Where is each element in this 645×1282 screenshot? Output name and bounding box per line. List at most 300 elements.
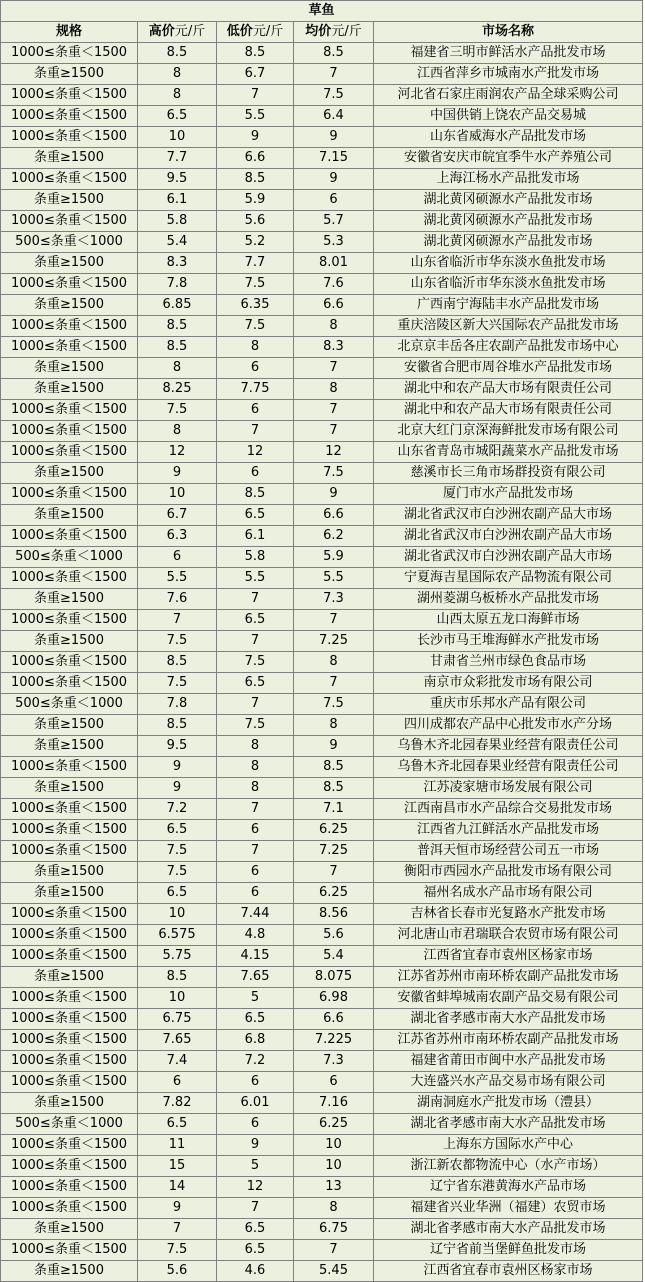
avg-price-cell: 8 (294, 316, 374, 337)
low-price-cell: 5 (217, 1156, 294, 1177)
header-high-unit: 元/斤 (174, 24, 206, 39)
avg-price-cell: 6 (294, 1072, 374, 1093)
title-row (1, 1, 643, 22)
table-row (1, 778, 643, 799)
spec-cell: 1000≤条重＜1500 (1, 106, 138, 127)
table-row (1, 1135, 643, 1156)
table-row (1, 295, 643, 316)
spec-cell: 1000≤条重＜1500 (1, 673, 138, 694)
market-name-cell: 重庆市乐邦水产品有限公司 (374, 694, 643, 715)
avg-price-cell: 8 (294, 652, 374, 673)
high-price-cell: 5.8 (138, 211, 217, 232)
spec-cell: 1000≤条重＜1500 (1, 127, 138, 148)
market-name-cell: 福州名成水产品市场有限公司 (374, 883, 643, 904)
avg-price-cell: 6.6 (294, 1009, 374, 1030)
avg-price-cell: 12 (294, 442, 374, 463)
spec-cell: 1000≤条重＜1500 (1, 442, 138, 463)
header-low-price (217, 22, 294, 43)
low-price-cell: 4.8 (217, 925, 294, 946)
spec-cell: 条重≥1500 (1, 589, 138, 610)
market-name-cell: 湖北省武汉市白沙洲农副产品大市场 (374, 526, 643, 547)
low-price-cell: 6.5 (217, 505, 294, 526)
table-row (1, 610, 643, 631)
high-price-cell: 8.5 (138, 43, 217, 64)
high-price-cell: 7.4 (138, 1051, 217, 1072)
high-price-cell: 7.8 (138, 694, 217, 715)
spec-cell: 1000≤条重＜1500 (1, 1240, 138, 1261)
avg-price-cell: 8 (294, 1198, 374, 1219)
market-name-cell: 长沙市马王堆海鲜水产批发市场 (374, 631, 643, 652)
low-price-cell: 12 (217, 1177, 294, 1198)
table-row (1, 631, 643, 652)
avg-price-cell: 8.3 (294, 337, 374, 358)
spec-cell: 条重≥1500 (1, 190, 138, 211)
high-price-cell: 6.5 (138, 1114, 217, 1135)
high-price-cell: 10 (138, 484, 217, 505)
spec-cell: 1000≤条重＜1500 (1, 568, 138, 589)
avg-price-cell: 7 (294, 400, 374, 421)
low-price-cell: 6.35 (217, 295, 294, 316)
spec-cell: 1000≤条重＜1500 (1, 400, 138, 421)
market-name-cell: 山东省威海水产品批发市场 (374, 127, 643, 148)
low-price-cell: 7 (217, 421, 294, 442)
avg-price-cell: 6.25 (294, 1114, 374, 1135)
high-price-cell: 8.3 (138, 253, 217, 274)
market-name-cell: 江西省九江鲜活水产品批发市场 (374, 820, 643, 841)
avg-price-cell: 8.56 (294, 904, 374, 925)
spec-cell: 500≤条重＜1000 (1, 1114, 138, 1135)
market-name-cell: 乌鲁木齐北园春果业经营有限责任公司 (374, 757, 643, 778)
table-row (1, 862, 643, 883)
table-row (1, 190, 643, 211)
low-price-cell: 6.1 (217, 526, 294, 547)
high-price-cell: 8 (138, 358, 217, 379)
table-row (1, 505, 643, 526)
high-price-cell: 5.5 (138, 568, 217, 589)
high-price-cell: 6.5 (138, 106, 217, 127)
high-price-cell: 7 (138, 1219, 217, 1240)
low-price-cell: 5.8 (217, 547, 294, 568)
low-price-cell: 6.6 (217, 148, 294, 169)
table-row (1, 694, 643, 715)
low-price-cell: 4.15 (217, 946, 294, 967)
avg-price-cell: 9 (294, 127, 374, 148)
avg-price-cell: 7.25 (294, 841, 374, 862)
market-name-cell: 湖北省武汉市白沙洲农副产品大市场 (374, 505, 643, 526)
market-name-cell: 安徽省蚌埠城南农副产品交易有限公司 (374, 988, 643, 1009)
spec-cell: 1000≤条重＜1500 (1, 610, 138, 631)
high-price-cell: 8.5 (138, 715, 217, 736)
header-market: 市场名称 (374, 22, 643, 43)
spec-cell: 条重≥1500 (1, 883, 138, 904)
low-price-cell: 6 (217, 1072, 294, 1093)
avg-price-cell: 8 (294, 715, 374, 736)
table-row (1, 1198, 643, 1219)
high-price-cell: 7.5 (138, 631, 217, 652)
low-price-cell: 6.7 (217, 64, 294, 85)
table-row (1, 799, 643, 820)
low-price-cell: 7 (217, 85, 294, 106)
spec-cell: 1000≤条重＜1500 (1, 169, 138, 190)
table-row (1, 547, 643, 568)
spec-cell: 1000≤条重＜1500 (1, 1198, 138, 1219)
high-price-cell: 7.7 (138, 148, 217, 169)
avg-price-cell: 7.3 (294, 589, 374, 610)
table-row (1, 1177, 643, 1198)
low-price-cell: 7.5 (217, 274, 294, 295)
high-price-cell: 7.5 (138, 841, 217, 862)
spec-cell: 条重≥1500 (1, 1261, 138, 1282)
table-row (1, 589, 643, 610)
table-row (1, 253, 643, 274)
market-name-cell: 湖北黄冈硕源水产品批发市场 (374, 232, 643, 253)
table-row (1, 883, 643, 904)
avg-price-cell: 6.98 (294, 988, 374, 1009)
avg-price-cell: 6.6 (294, 505, 374, 526)
high-price-cell: 7.6 (138, 589, 217, 610)
table-row (1, 967, 643, 988)
high-price-cell: 9 (138, 778, 217, 799)
high-price-cell: 9 (138, 463, 217, 484)
table-row (1, 274, 643, 295)
high-price-cell: 7.8 (138, 274, 217, 295)
market-name-cell: 江西省宜春市袁州区杨家市场 (374, 946, 643, 967)
market-name-cell: 湖北省孝感市南大水产品批发市场 (374, 1114, 643, 1135)
low-price-cell: 9 (217, 1135, 294, 1156)
spec-cell: 1000≤条重＜1500 (1, 841, 138, 862)
low-price-cell: 8 (217, 757, 294, 778)
high-price-cell: 10 (138, 904, 217, 925)
avg-price-cell: 9 (294, 736, 374, 757)
table-row (1, 1051, 643, 1072)
low-price-cell: 6.01 (217, 1093, 294, 1114)
table-row (1, 1093, 643, 1114)
header-spec: 规格 (1, 22, 138, 43)
high-price-cell: 7.2 (138, 799, 217, 820)
high-price-cell: 6.3 (138, 526, 217, 547)
low-price-cell: 6 (217, 358, 294, 379)
high-price-cell: 7.5 (138, 400, 217, 421)
table-row (1, 715, 643, 736)
spec-cell: 1000≤条重＜1500 (1, 484, 138, 505)
market-name-cell: 湖北省武汉市白沙洲农副产品大市场 (374, 547, 643, 568)
low-price-cell: 7 (217, 694, 294, 715)
low-price-cell: 7.5 (217, 652, 294, 673)
low-price-cell: 6.5 (217, 1009, 294, 1030)
low-price-cell: 7 (217, 589, 294, 610)
high-price-cell: 6.75 (138, 1009, 217, 1030)
spec-cell: 1000≤条重＜1500 (1, 904, 138, 925)
low-price-cell: 5.6 (217, 211, 294, 232)
market-name-cell: 上海江杨水产品批发市场 (374, 169, 643, 190)
high-price-cell: 10 (138, 127, 217, 148)
market-name-cell: 北京京丰岳各庄农副产品批发市场中心 (374, 337, 643, 358)
avg-price-cell: 7 (294, 862, 374, 883)
high-price-cell: 8.5 (138, 652, 217, 673)
high-price-cell: 7.65 (138, 1030, 217, 1051)
low-price-cell: 7.2 (217, 1051, 294, 1072)
avg-price-cell: 7.5 (294, 694, 374, 715)
high-price-cell: 8 (138, 421, 217, 442)
market-name-cell: 湖北中和农产品大市场有限责任公司 (374, 379, 643, 400)
header-row (1, 22, 643, 43)
market-name-cell: 慈溪市长三角市场群投资有限公司 (374, 463, 643, 484)
low-price-cell: 7.44 (217, 904, 294, 925)
avg-price-cell: 10 (294, 1135, 374, 1156)
spec-cell: 1000≤条重＜1500 (1, 274, 138, 295)
market-name-cell: 湖南洞庭水产批发市场（澧县） (374, 1093, 643, 1114)
spec-cell: 条重≥1500 (1, 736, 138, 757)
avg-price-cell: 7.5 (294, 463, 374, 484)
high-price-cell: 10 (138, 988, 217, 1009)
low-price-cell: 7.7 (217, 253, 294, 274)
market-name-cell: 乌鲁木齐北园春果业经营有限责任公司 (374, 736, 643, 757)
market-name-cell: 广西南宁海陆丰水产品批发市场 (374, 295, 643, 316)
avg-price-cell: 5.45 (294, 1261, 374, 1282)
spec-cell: 1000≤条重＜1500 (1, 652, 138, 673)
high-price-cell: 6.575 (138, 925, 217, 946)
avg-price-cell: 5.9 (294, 547, 374, 568)
header-low-unit: 元/斤 (252, 24, 284, 39)
table-row (1, 232, 643, 253)
spec-cell: 条重≥1500 (1, 379, 138, 400)
low-price-cell: 7.5 (217, 715, 294, 736)
table-row (1, 652, 643, 673)
low-price-cell: 6 (217, 862, 294, 883)
market-name-cell: 湖北黄冈硕源水产品批发市场 (374, 190, 643, 211)
spec-cell: 1000≤条重＜1500 (1, 337, 138, 358)
avg-price-cell: 5.5 (294, 568, 374, 589)
avg-price-cell: 6 (294, 190, 374, 211)
table-row (1, 568, 643, 589)
market-name-cell: 福建省莆田市闽中水产品批发市场 (374, 1051, 643, 1072)
high-price-cell: 8.5 (138, 337, 217, 358)
table-row (1, 379, 643, 400)
avg-price-cell: 6.4 (294, 106, 374, 127)
market-name-cell: 江西省宜春市袁州区杨家市场 (374, 1261, 643, 1282)
market-name-cell: 湖北省孝感市南大水产品批发市场 (374, 1009, 643, 1030)
avg-price-cell: 7.1 (294, 799, 374, 820)
high-price-cell: 6.5 (138, 820, 217, 841)
market-name-cell: 辽宁省前当堡鲜鱼批发市场 (374, 1240, 643, 1261)
high-price-cell: 6.7 (138, 505, 217, 526)
spec-cell: 1000≤条重＜1500 (1, 421, 138, 442)
avg-price-cell: 7 (294, 421, 374, 442)
table-row (1, 736, 643, 757)
table-row (1, 1156, 643, 1177)
high-price-cell: 5.75 (138, 946, 217, 967)
avg-price-cell: 7 (294, 358, 374, 379)
market-name-cell: 河北省石家庄雨润农产品全球采购公司 (374, 85, 643, 106)
spec-cell: 条重≥1500 (1, 463, 138, 484)
table-row (1, 820, 643, 841)
high-price-cell: 6.1 (138, 190, 217, 211)
spec-cell: 1000≤条重＜1500 (1, 1177, 138, 1198)
market-name-cell: 安徽省合肥市周谷堆水产品批发市场 (374, 358, 643, 379)
market-name-cell: 山东省临沂市华东淡水鱼批发市场 (374, 274, 643, 295)
high-price-cell: 8.5 (138, 967, 217, 988)
spec-cell: 条重≥1500 (1, 967, 138, 988)
spec-cell: 1000≤条重＜1500 (1, 925, 138, 946)
header-avg-unit: 元/斤 (331, 24, 362, 39)
spec-cell: 1000≤条重＜1500 (1, 526, 138, 547)
low-price-cell: 6.5 (217, 1240, 294, 1261)
high-price-cell: 8.5 (138, 316, 217, 337)
table-row (1, 1030, 643, 1051)
spec-cell: 1000≤条重＜1500 (1, 1051, 138, 1072)
market-name-cell: 普洱天恒市场经营公司五一市场 (374, 841, 643, 862)
table-row (1, 673, 643, 694)
avg-price-cell: 6.6 (294, 295, 374, 316)
table-row (1, 1009, 643, 1030)
header-avg-price (294, 22, 374, 43)
avg-price-cell: 6.2 (294, 526, 374, 547)
high-price-cell: 6.85 (138, 295, 217, 316)
high-price-cell: 6 (138, 1072, 217, 1093)
table-row (1, 85, 643, 106)
spec-cell: 1000≤条重＜1500 (1, 1156, 138, 1177)
avg-price-cell: 9 (294, 169, 374, 190)
market-name-cell: 辽宁省东港黄海水产品市场 (374, 1177, 643, 1198)
table-row (1, 925, 643, 946)
low-price-cell: 6 (217, 820, 294, 841)
avg-price-cell: 8 (294, 379, 374, 400)
spec-cell: 条重≥1500 (1, 358, 138, 379)
spec-cell: 1000≤条重＜1500 (1, 799, 138, 820)
spec-cell: 1000≤条重＜1500 (1, 988, 138, 1009)
market-name-cell: 吉林省长春市光复路水产批发市场 (374, 904, 643, 925)
market-name-cell: 厦门市水产品批发市场 (374, 484, 643, 505)
market-name-cell: 山西太原五龙口海鲜市场 (374, 610, 643, 631)
low-price-cell: 6 (217, 400, 294, 421)
spec-cell: 条重≥1500 (1, 64, 138, 85)
avg-price-cell: 8.01 (294, 253, 374, 274)
low-price-cell: 6.8 (217, 1030, 294, 1051)
table-row (1, 988, 643, 1009)
market-name-cell: 湖北省孝感市南大水产品批发市场 (374, 1219, 643, 1240)
spec-cell: 条重≥1500 (1, 295, 138, 316)
spec-cell: 1000≤条重＜1500 (1, 316, 138, 337)
spec-cell: 条重≥1500 (1, 778, 138, 799)
market-name-cell: 福建省三明市鲜活水产品批发市场 (374, 43, 643, 64)
table-row (1, 757, 643, 778)
table-row (1, 946, 643, 967)
low-price-cell: 6.5 (217, 1219, 294, 1240)
header-low-label: 低价 (226, 24, 253, 39)
market-name-cell: 大连盛兴水产品交易市场有限公司 (374, 1072, 643, 1093)
market-name-cell: 福建省兴业华洲（福建）农贸市场 (374, 1198, 643, 1219)
low-price-cell: 6.5 (217, 673, 294, 694)
spec-cell: 条重≥1500 (1, 505, 138, 526)
high-price-cell: 8 (138, 64, 217, 85)
market-name-cell: 重庆涪陵区新大兴国际农产品批发市场 (374, 316, 643, 337)
avg-price-cell: 8.5 (294, 43, 374, 64)
low-price-cell: 6 (217, 883, 294, 904)
spec-cell: 500≤条重＜1000 (1, 694, 138, 715)
high-price-cell: 15 (138, 1156, 217, 1177)
market-name-cell: 安徽省安庆市皖宜季牛水产养殖公司 (374, 148, 643, 169)
avg-price-cell: 10 (294, 1156, 374, 1177)
spec-cell: 条重≥1500 (1, 1219, 138, 1240)
high-price-cell: 12 (138, 442, 217, 463)
table-row (1, 1240, 643, 1261)
high-price-cell: 7.5 (138, 1240, 217, 1261)
avg-price-cell: 7 (294, 64, 374, 85)
market-name-cell: 山东省青岛市城阳蔬菜水产品批发市场 (374, 442, 643, 463)
spec-cell: 1000≤条重＜1500 (1, 43, 138, 64)
table-row (1, 421, 643, 442)
avg-price-cell: 13 (294, 1177, 374, 1198)
avg-price-cell: 7.16 (294, 1093, 374, 1114)
avg-price-cell: 7.3 (294, 1051, 374, 1072)
table-row (1, 526, 643, 547)
avg-price-cell: 6.25 (294, 820, 374, 841)
spec-cell: 1000≤条重＜1500 (1, 1072, 138, 1093)
table-row (1, 1114, 643, 1135)
market-name-cell: 宁夏海吉星国际农产品物流有限公司 (374, 568, 643, 589)
market-name-cell: 江西省萍乡市城南水产批发市场 (374, 64, 643, 85)
high-price-cell: 14 (138, 1177, 217, 1198)
low-price-cell: 6.5 (217, 610, 294, 631)
table-row (1, 316, 643, 337)
spec-cell: 1000≤条重＜1500 (1, 85, 138, 106)
table-row (1, 127, 643, 148)
low-price-cell: 5.5 (217, 568, 294, 589)
avg-price-cell: 6.25 (294, 883, 374, 904)
high-price-cell: 9 (138, 1198, 217, 1219)
avg-price-cell: 8.5 (294, 778, 374, 799)
market-name-cell: 山东省临沂市华东淡水鱼批发市场 (374, 253, 643, 274)
avg-price-cell: 8.5 (294, 757, 374, 778)
high-price-cell: 9.5 (138, 169, 217, 190)
avg-price-cell: 8.075 (294, 967, 374, 988)
avg-price-cell: 7.5 (294, 85, 374, 106)
low-price-cell: 8.5 (217, 484, 294, 505)
high-price-cell: 7.5 (138, 862, 217, 883)
table-row (1, 169, 643, 190)
table-title: 草鱼 (1, 1, 643, 22)
high-price-cell: 7.5 (138, 673, 217, 694)
market-name-cell: 江西南昌市水产品综合交易批发市场 (374, 799, 643, 820)
low-price-cell: 8 (217, 337, 294, 358)
high-price-cell: 7 (138, 610, 217, 631)
high-price-cell: 8 (138, 85, 217, 106)
spec-cell: 500≤条重＜1000 (1, 547, 138, 568)
low-price-cell: 7.65 (217, 967, 294, 988)
table-row (1, 1072, 643, 1093)
spec-cell: 1000≤条重＜1500 (1, 1009, 138, 1030)
low-price-cell: 7 (217, 1198, 294, 1219)
low-price-cell: 9 (217, 127, 294, 148)
market-name-cell: 江苏省苏州市南环桥农副产品批发市场 (374, 1030, 643, 1051)
table-row (1, 64, 643, 85)
low-price-cell: 7 (217, 631, 294, 652)
market-name-cell: 南京市众彩批发市场有限公司 (374, 673, 643, 694)
spec-cell: 1000≤条重＜1500 (1, 757, 138, 778)
market-name-cell: 甘肃省兰州市绿色食品市场 (374, 652, 643, 673)
low-price-cell: 6 (217, 1114, 294, 1135)
avg-price-cell: 6.75 (294, 1219, 374, 1240)
low-price-cell: 5 (217, 988, 294, 1009)
market-name-cell: 湖北黄冈硕源水产品批发市场 (374, 211, 643, 232)
table-row (1, 337, 643, 358)
spec-cell: 1000≤条重＜1500 (1, 946, 138, 967)
table-body (1, 43, 643, 1282)
high-price-cell: 8.25 (138, 379, 217, 400)
avg-price-cell: 7.225 (294, 1030, 374, 1051)
spec-cell: 条重≥1500 (1, 715, 138, 736)
low-price-cell: 7.75 (217, 379, 294, 400)
